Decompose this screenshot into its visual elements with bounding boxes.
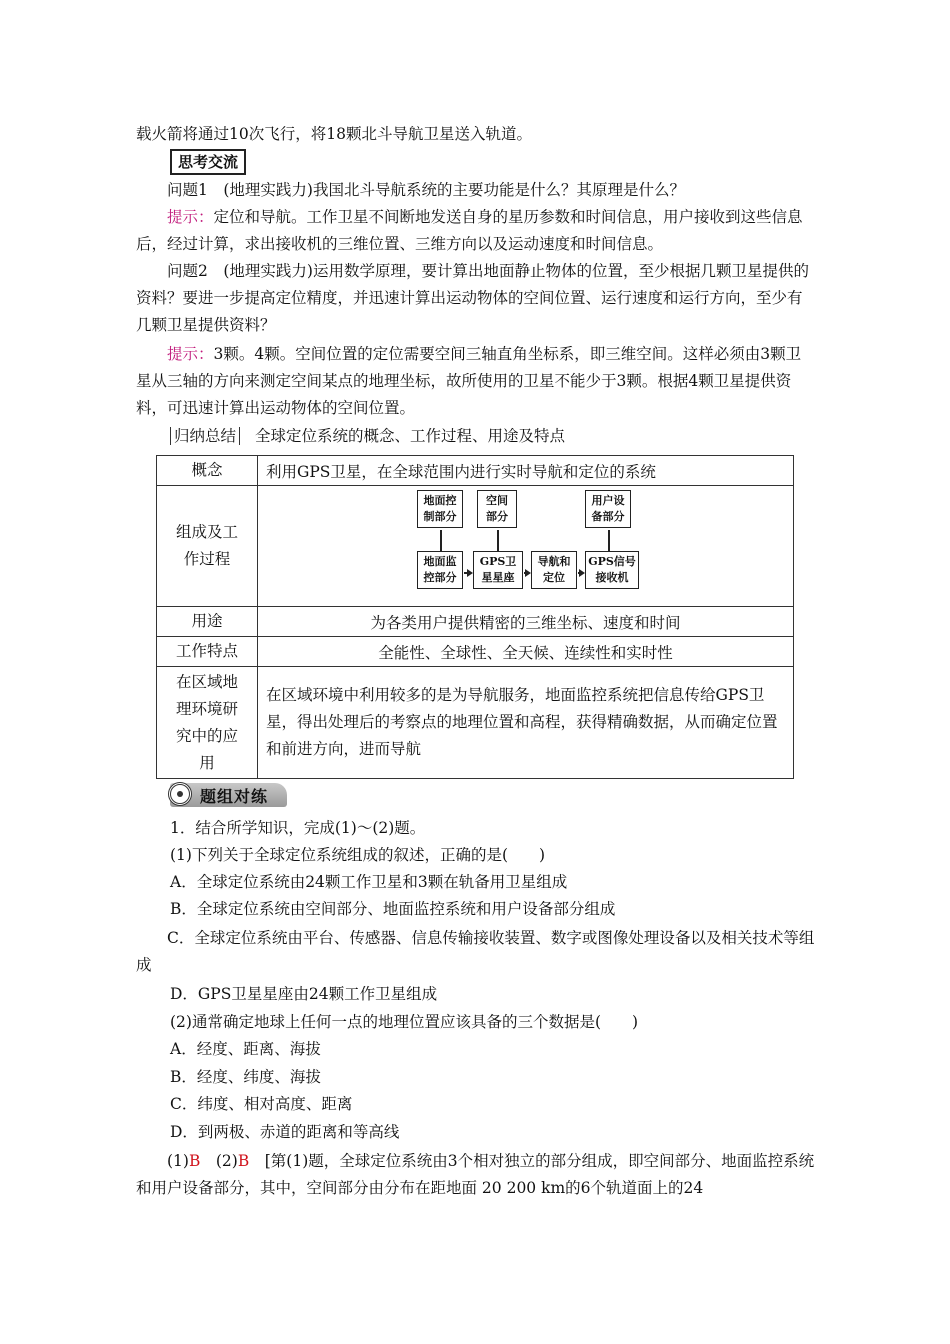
exercise-question-2: (2)通常确定地球上任何一点的地理位置应该具备的三个数据是( )	[170, 1013, 639, 1031]
summary-table	[156, 455, 794, 779]
row-label: 用途	[157, 607, 258, 637]
answer-2: 提示：3颗。4颗。空间位置的定位需要空间三轴直角坐标系，即三维空间。这样必须由3颗卫星从三轴的方向来测定空间某点的地理坐标，故所使用的卫星不能少于3颗。根据4颗卫星提供资料，可迅速计算出运动物体的空间位置。	[136, 345, 802, 417]
summary-heading	[170, 424, 565, 448]
hint-label: 提示：	[167, 345, 214, 363]
row-value: 全能性、全球性、全天候、连续性和实时性	[258, 637, 794, 667]
flow-box-user-equipment: 用户设 备部分	[585, 490, 631, 528]
arrow-icon	[525, 569, 531, 577]
answer-1: 提示：定位和导航。工作卫星不间断地发送自身的星历参数和时间信息，用户接收到这些信息后，经过计算，求出接收机的三维位置、三维方向以及运动速度和时间信息。	[136, 208, 803, 253]
flow-box-gps-constellation: GPS卫 星星座	[473, 551, 523, 589]
flow-diagram	[258, 486, 794, 607]
think-section-label: 思考交流	[170, 149, 246, 175]
option-1c: C．全球定位系统由平台、传感器、信息传输接收装置、数字或图像处理设备以及相关技术等组成	[136, 929, 815, 974]
option-1a: A．全球定位系统由24颗工作卫星和3颗在轨备用卫星组成	[170, 873, 568, 891]
row-label: 概念	[157, 456, 258, 486]
option-1d: D．GPS卫星星座由24颗工作卫星组成	[170, 985, 438, 1003]
exercise-stem: 1．结合所学知识，完成(1)～(2)题。	[170, 819, 426, 837]
row-label: 组成及工 作过程	[157, 486, 258, 607]
target-icon	[168, 782, 192, 806]
option-2d: D．到两极、赤道的距离和等高线	[170, 1123, 400, 1141]
arrow-icon	[467, 569, 473, 577]
row-label: 工作特点	[157, 637, 258, 667]
answer-1: B	[188, 1152, 201, 1170]
flow-box-ground-control: 地面控 制部分	[417, 490, 463, 528]
intro-line: 载火箭将通过10次飞行，将18颗北斗导航卫星送入轨道。	[136, 125, 532, 143]
option-2a: A．经度、距离、海拔	[170, 1040, 321, 1058]
table-row-concept	[157, 456, 794, 486]
arrow-icon	[579, 569, 585, 577]
flow-box-space: 空间 部分	[477, 490, 517, 528]
row-label: 在区域地 理环境研 究中的应 用	[157, 667, 258, 779]
table-row-application	[157, 667, 794, 779]
flow-box-navigation: 导航和 定位	[531, 551, 577, 589]
exercise-banner	[170, 783, 287, 807]
flow-box-gps-receiver: GPS信号 接收机	[585, 551, 639, 589]
answer-explanation: (1)B (2)B [第(1)题，全球定位系统由3个相对独立的部分组成，即空间部分、地面监控系统和用户设备部分，其中，空间部分由分布在距地面 20 200 km的6个轨道面上的24	[136, 1152, 815, 1197]
exercise-banner-label: 题组对练	[200, 787, 269, 806]
option-1b: B．全球定位系统由空间部分、地面监控系统和用户设备部分组成	[170, 900, 616, 918]
table-row-features	[157, 637, 794, 667]
summary-tag: 归纳总结	[170, 427, 240, 445]
option-2c: C．纬度、相对高度、距离	[170, 1095, 353, 1113]
table-row-process	[157, 486, 794, 607]
flow-box-ground-monitor: 地面监 控部分	[417, 551, 463, 589]
question-2: 问题2 (地理实践力)运用数学原理，要计算出地面静止物体的位置，至少根据几颗卫星提供的资料？要进一步提高定位精度，并迅速计算出运动物体的空间位置、运行速度和运行方向，至少有几颗卫星提供资料？	[136, 262, 809, 334]
row-value: 在区域环境中利用较多的是为导航服务，地面监控系统把信息传给GPS卫星，得出处理后的考察点的地理位置和高程，获得精确数据，从而确定位置和前进方向，进而导航	[258, 667, 794, 779]
answer-2: B	[237, 1152, 250, 1170]
option-2b: B．经度、纬度、海拔	[170, 1068, 321, 1086]
row-value: 为各类用户提供精密的三维坐标、速度和时间	[258, 607, 794, 637]
row-value: 利用GPS卫星，在全球范围内进行实时导航和定位的系统	[258, 456, 794, 486]
question-1: 问题1 (地理实践力)我国北斗导航系统的主要功能是什么？其原理是什么？	[167, 181, 685, 199]
hint-label: 提示：	[167, 208, 214, 226]
exercise-question-1: (1)下列关于全球定位系统组成的叙述，正确的是( )	[170, 846, 546, 864]
summary-title: 全球定位系统的概念、工作过程、用途及特点	[254, 427, 565, 445]
table-row-usage	[157, 607, 794, 637]
